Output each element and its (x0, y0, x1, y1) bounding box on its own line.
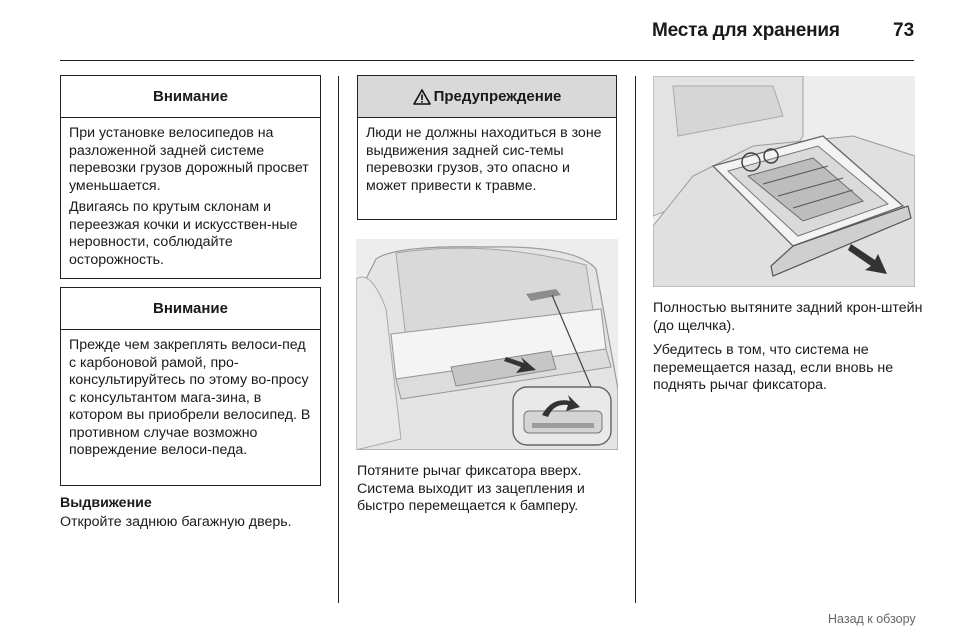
warning-box-text: Люди не должны находиться в зоне выдвижения задней сис-темы перевозки грузов, это опасно и может привести к травме. (366, 125, 602, 194)
warning-box (357, 75, 617, 220)
trunk-latch-illustration (356, 239, 618, 450)
instruction-text-2: Убедитесь в том, что система не перемещается назад, если вновь не поднять рычаг фиксатора. (653, 342, 894, 393)
caution-box-1 (60, 75, 321, 279)
warning-triangle-icon (413, 89, 431, 105)
caution-box-1-title: Внимание (61, 76, 320, 118)
warning-box-title: Предупреждение (433, 88, 562, 105)
back-to-overview-link[interactable]: Назад к обзору (828, 612, 916, 626)
caution-box-2 (60, 287, 321, 486)
page-number: 73 (893, 20, 915, 41)
caution-box-2-title: Внимание (61, 288, 320, 330)
caution-box-2-text: Прежде чем закреплять велоси-пед с карбоновой рамой, про-консультируйтесь по этому во-просу с консультантом мага-зина, в котором вы приобрели велосипед. В противном случае возможно повреждение велоси-педа. (69, 337, 311, 458)
header-divider (60, 60, 914, 61)
page-title: Места для хранения (652, 20, 840, 41)
section-text: Откройте заднюю багажную дверь. (60, 514, 292, 530)
caution-box-1-text-1: При установке велосипедов на разложенной задней системе перевозки грузов дорожный просвет уменьшается. (69, 125, 309, 194)
section-heading: Выдвижение (60, 495, 152, 511)
carrier-extend-illustration (653, 76, 915, 287)
instruction-text-1: Полностью вытяните задний крон-штейн (до щелчка). (653, 300, 923, 334)
figure-caption: Потяните рычаг фиксатора вверх. Система выходит из зацепления и быстро перемещается к бамперу. (357, 463, 585, 514)
column-divider-1 (338, 76, 339, 603)
warning-box-header (358, 76, 616, 118)
column-divider-2 (635, 76, 636, 603)
caution-box-1-text-2: Двигаясь по крутым склонам и переезжая кочки и искусствен-ные неровности, соблюдайте осторожность. (69, 199, 298, 268)
